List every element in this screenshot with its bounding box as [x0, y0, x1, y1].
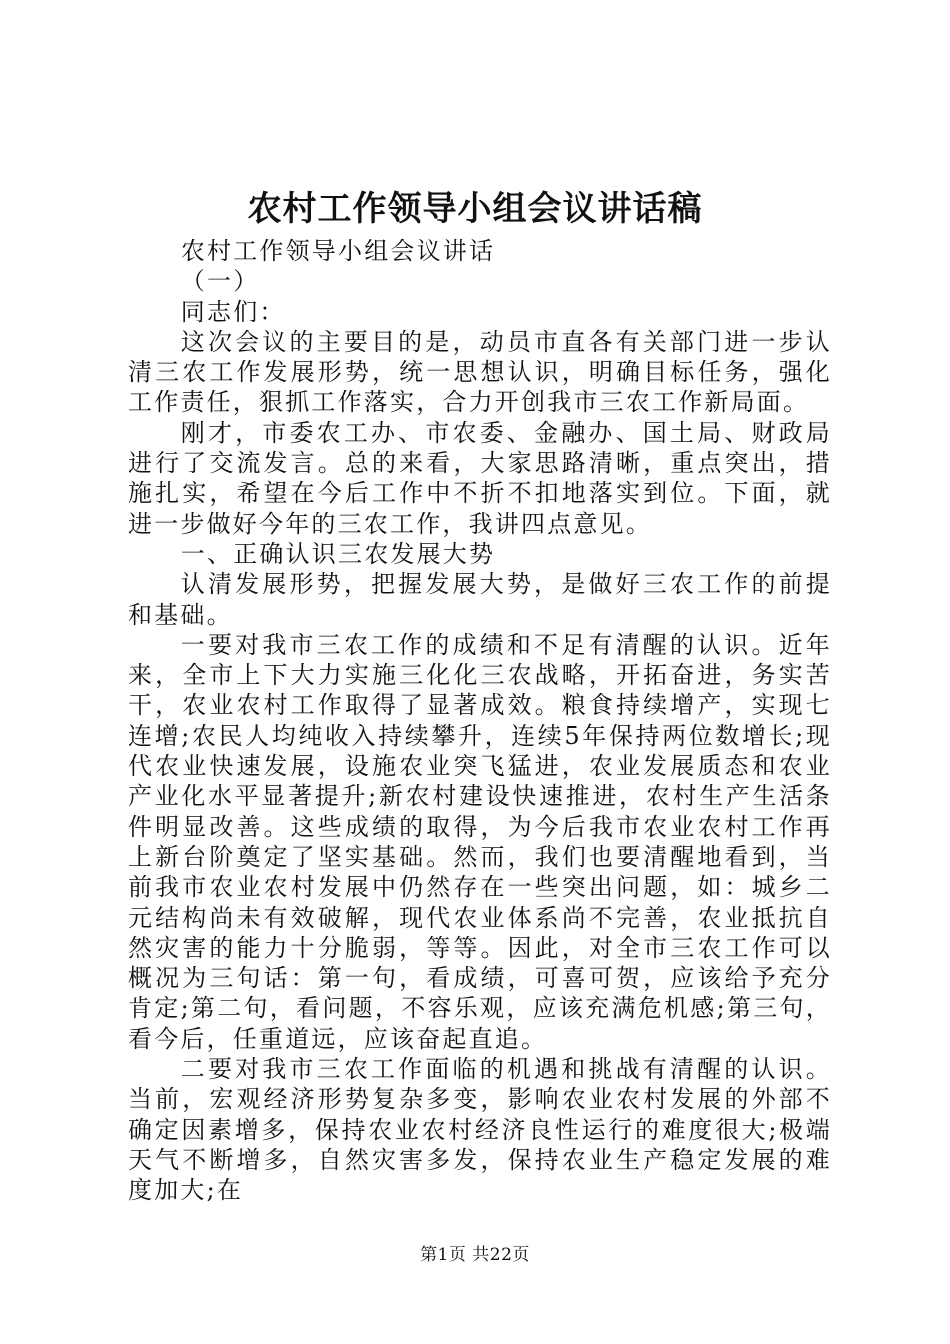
body-paragraph: 二要对我市三农工作面临的机遇和挑战有清醒的认识。当前，宏观经济形势复杂多变，影响农业农村发展的外部不确定因素增多，保持农业农村经济良性运行的难度很大;极端天气不断增多，自然灾害多发，保持农业生产稳定发展的难度加大;在: [128, 1055, 832, 1205]
section-number-paragraph: （一）: [180, 267, 260, 296]
page-footer: 第1页 共22页: [420, 1245, 530, 1265]
salutation-paragraph: 同志们：: [180, 297, 286, 326]
document-title: 农村工作领导小组会议讲话稿: [247, 189, 703, 229]
body-paragraph: 刚才，市委农工办、市农委、金融办、国土局、财政局进行了交流发言。总的来看，大家思路清晰，重点突出，措施扎实，希望在今后工作中不折不扣地落实到位。下面，就进一步做好今年的三农工作，我讲四点意见。: [128, 418, 832, 538]
document-body: [128, 236, 832, 1206]
section-heading: 一、正确认识三农发展大势: [180, 539, 496, 568]
subtitle-paragraph: 农村工作领导小组会议讲话: [180, 237, 496, 265]
body-paragraph: 一要对我市三农工作的成绩和不足有清醒的认识。近年来，全市上下大力实施三化化三农战略，开拓奋进，务实苦干，农业农村工作取得了显著成效。粮食持续增产，实现七连增;农民人均纯收入持续攀升，连续5年保持两位数增长;现代农业快速发展，设施农业突飞猛进，农业发展质态和农业产业化水平显著提升;新农村建设快速推进，农村生产生活条件明显改善。这些成绩的取得，为今后我市农业农村工作再上新台阶奠定了坚实基础。然而，我们也要清醒地看到，当前我市农业农村发展中仍然存在一些突出问题，如：城乡二元结构尚未有效破解，现代农业体系尚不完善，农业抵抗自然灾害的能力十分脆弱，等等。因此，对全市三农工作可以概况为三句话：第一句，看成绩，可喜可贺，应该给予充分肯定;第二句，看问题，不容乐观，应该充满危机感;第三句，看今后，任重道远，应该奋起直追。: [128, 630, 832, 1053]
body-paragraph: 这次会议的主要目的是，动员市直各有关部门进一步认清三农工作发展形势，统一思想认识，明确目标任务，强化工作责任，狠抓工作落实，合力开创我市三农工作新局面。: [128, 327, 832, 417]
body-paragraph: 认清发展形势，把握发展大势，是做好三农工作的前提和基础。: [128, 570, 832, 629]
